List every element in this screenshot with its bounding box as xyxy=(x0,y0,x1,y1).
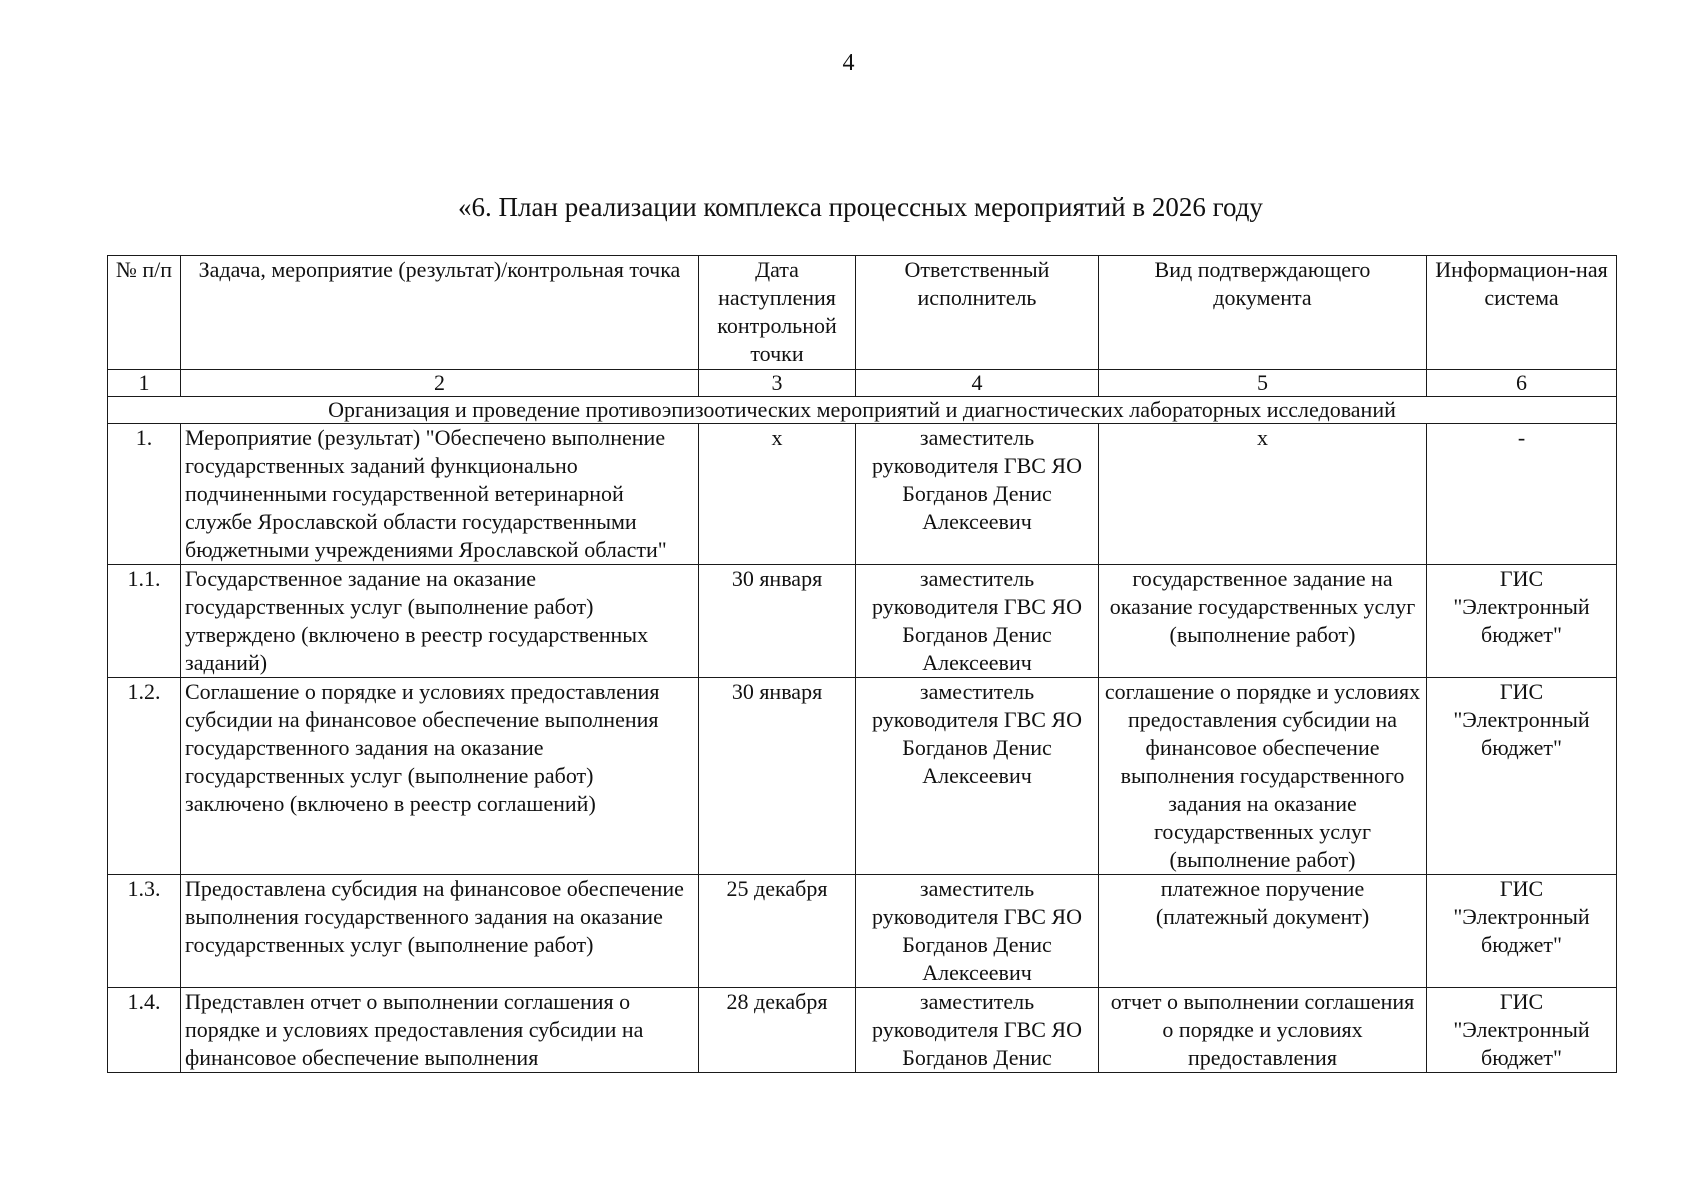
row-system-text: ГИС "Электронный бюджет" xyxy=(1453,989,1590,1070)
row-task xyxy=(181,988,699,1073)
row-date: 30 января xyxy=(699,565,856,678)
row-responsible: заместитель руководителя ГВС ЯО Богданов Денис Алексеевич xyxy=(856,565,1099,678)
row-date: х xyxy=(699,424,856,565)
table-row xyxy=(108,565,1617,678)
row-date: 30 января xyxy=(699,678,856,875)
row-system: ГИС "Электронный бюджет" xyxy=(1427,565,1617,678)
table-row xyxy=(108,678,1617,875)
row-responsible: заместитель руководителя ГВС ЯО Богданов Денис Алексеевич xyxy=(856,424,1099,565)
column-number: 5 xyxy=(1099,370,1427,397)
row-date-text: 28 декабря xyxy=(726,989,828,1014)
plan-table xyxy=(107,255,1617,1073)
header-responsible: Ответственный исполнитель xyxy=(856,256,1099,370)
row-task-text: Представлен отчет о выполнении соглашения о порядке и условиях предоставления субсидии на финансовое обеспечение выполнения xyxy=(185,989,644,1070)
table-row xyxy=(108,424,1617,565)
row-responsible: заместитель руководителя ГВС ЯО Богданов Денис Алексеевич xyxy=(856,678,1099,875)
row-task: Предоставлена субсидия на финансовое обеспечение выполнения государственного задания на оказание государственных услуг (выполнение работ) xyxy=(181,875,699,988)
header-system: Информацион-ная система xyxy=(1427,256,1617,370)
section-row xyxy=(108,397,1617,424)
row-system: ГИС "Электронный бюджет" xyxy=(1427,678,1617,875)
page-number: 4 xyxy=(842,50,855,76)
page-title: «6. План реализации комплекса процессных мероприятий в 2026 году xyxy=(458,192,1263,222)
column-number-row xyxy=(108,370,1617,397)
column-number: 2 xyxy=(181,370,699,397)
row-document: соглашение о порядке и условиях предоставления субсидии на финансовое обеспечение выполнения государственного задания на оказание государственных услуг (выполнение работ) xyxy=(1099,678,1427,875)
row-task: Соглашение о порядке и условиях предоставления субсидии на финансовое обеспечение выполнения государственного задания на оказание государственных услуг (выполнение работ) заключено (включено в реестр соглашений) xyxy=(181,678,699,875)
header-task: Задача, мероприятие (результат)/контрольная точка xyxy=(181,256,699,370)
header-document: Вид подтверждающего документа xyxy=(1099,256,1427,370)
row-date: 25 декабря xyxy=(699,875,856,988)
row-responsible xyxy=(856,988,1099,1073)
header-date: Дата наступления контрольной точки xyxy=(699,256,856,370)
row-num: 1.3. xyxy=(108,875,181,988)
section-title: Организация и проведение противоэпизоотических мероприятий и диагностических лабораторных исследований xyxy=(108,397,1617,424)
row-num-text: 1.4. xyxy=(127,989,161,1014)
table-header-row xyxy=(108,256,1617,370)
row-num: 1.1. xyxy=(108,565,181,678)
row-task: Мероприятие (результат) "Обеспечено выполнение государственных заданий функционально подчиненными государственной ветеринарной службе Ярославской области государственными бюджетными учреждениями Ярославской области" xyxy=(181,424,699,565)
column-number: 4 xyxy=(856,370,1099,397)
row-system: - xyxy=(1427,424,1617,565)
row-system: ГИС "Электронный бюджет" xyxy=(1427,875,1617,988)
column-number: 1 xyxy=(108,370,181,397)
header-num: № п/п xyxy=(108,256,181,370)
row-responsible: заместитель руководителя ГВС ЯО Богданов Денис Алексеевич xyxy=(856,875,1099,988)
row-num: 1.2. xyxy=(108,678,181,875)
table-row xyxy=(108,988,1617,1073)
column-number: 6 xyxy=(1427,370,1617,397)
row-task: Государственное задание на оказание государственных услуг (выполнение работ) утверждено (включено в реестр государственных заданий) xyxy=(181,565,699,678)
row-num xyxy=(108,988,181,1073)
row-num: 1. xyxy=(108,424,181,565)
row-date xyxy=(699,988,856,1073)
row-document: платежное поручение (платежный документ) xyxy=(1099,875,1427,988)
row-system xyxy=(1427,988,1617,1073)
column-number: 3 xyxy=(699,370,856,397)
row-responsible-text: заместитель руководителя ГВС ЯО Богданов Денис xyxy=(872,989,1082,1070)
row-document: государственное задание на оказание государственных услуг (выполнение работ) xyxy=(1099,565,1427,678)
row-document-text: отчет о выполнении соглашения о порядке и условиях предоставления xyxy=(1110,989,1415,1070)
row-document xyxy=(1099,988,1427,1073)
row-document: х xyxy=(1099,424,1427,565)
table-row xyxy=(108,875,1617,988)
